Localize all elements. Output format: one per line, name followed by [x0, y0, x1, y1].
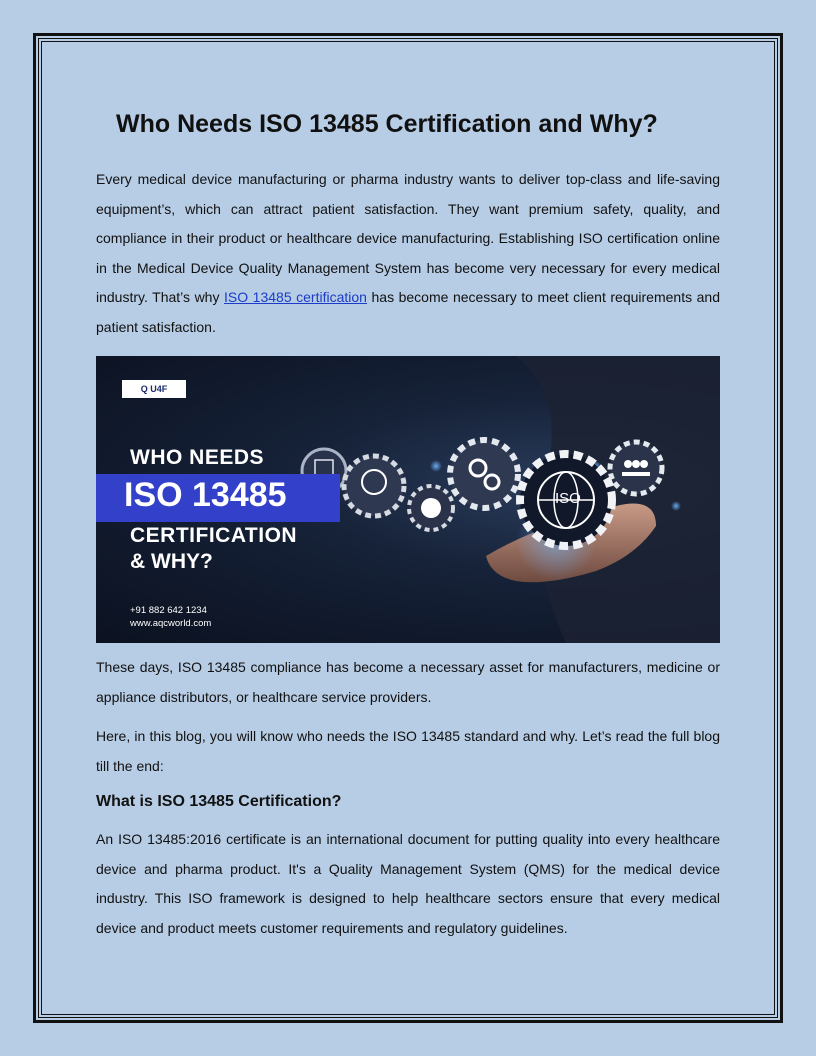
paragraph-definition: An ISO 13485:2016 certificate is an international document for putting quality into every healthcare device and pharma product. It's a Quality Management System (QMS) for the medical device industry. This ISO framework is designed to help healthcare sectors ensure that every medical device and product meets customer requirements and regulatory guidelines.	[96, 831, 720, 936]
intro-text-1: Every medical device manufacturing or pharma industry wants to deliver top-class and life-saving equipment’s, which can attract patient satisfaction. They want premium safety, quality, and compliance in their product or healthcare device manufacturing. Establishing ISO certification online in the Medical Device Quality Management System has become very necessary for every medical industry. That’s why	[96, 171, 720, 305]
paragraph-compliance: These days, ISO 13485 compliance has become a necessary asset for manufacturers, medicine or appliance distributors, or healthcare service providers.	[96, 659, 720, 705]
banner-headline-4: & WHY?	[130, 550, 213, 573]
section-heading: What is ISO 13485 Certification?	[96, 793, 342, 810]
iso-13485-link[interactable]: ISO 13485 certification	[224, 289, 367, 305]
intro-paragraph	[96, 165, 720, 342]
team-gear-icon	[610, 442, 662, 494]
banner-website: www.aqcworld.com	[130, 618, 212, 629]
document-body	[96, 110, 720, 943]
banner-headline-2: ISO 13485	[124, 476, 287, 514]
paragraph-blog-intro: Here, in this blog, you will know who needs the ISO 13485 standard and why. Let’s read the full blog till the end:	[96, 728, 720, 774]
globe-gear-icon	[409, 486, 453, 530]
banner-phone: +91 882 642 1234	[130, 605, 207, 616]
banner-headline-3: CERTIFICATION	[130, 524, 298, 547]
page-title: Who Needs ISO 13485 Certification and Why?	[116, 110, 658, 138]
cogs-gear-icon	[450, 440, 518, 508]
company-logo: Q U4F	[122, 380, 186, 398]
intro-text-2: has become necessary to meet client requirements and patient satisfaction.	[96, 289, 720, 335]
award-gear-icon	[344, 456, 404, 516]
banner-image	[96, 356, 720, 643]
banner-headline-1: WHO NEEDS	[130, 446, 265, 469]
iso-gear-label: ISO	[555, 490, 581, 507]
